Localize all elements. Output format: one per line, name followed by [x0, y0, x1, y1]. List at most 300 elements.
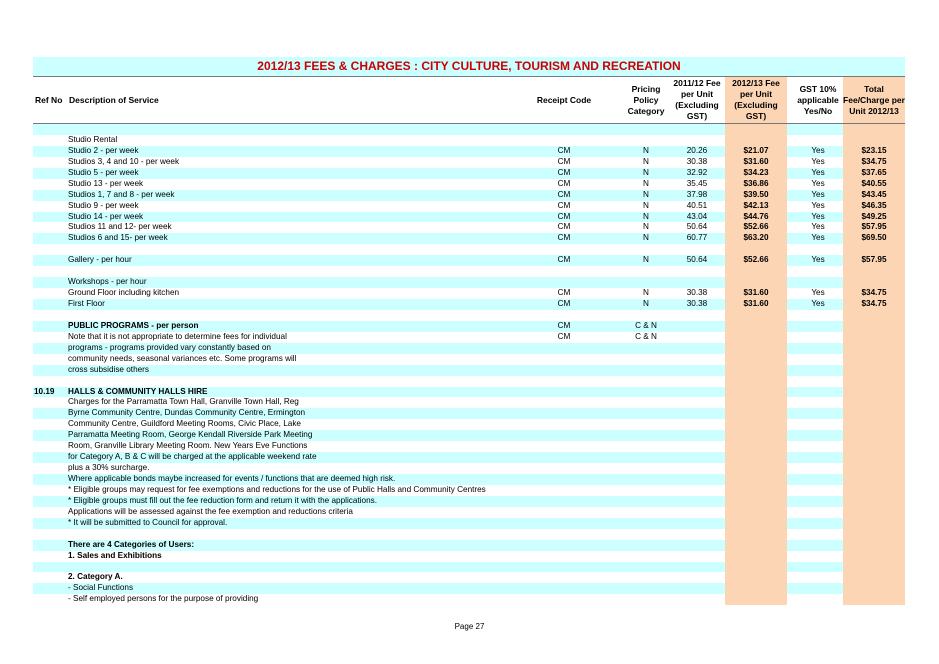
- pricing-policy-cell: [615, 463, 677, 474]
- table-row: [33, 365, 905, 376]
- total-cell: [843, 354, 905, 365]
- total-cell: [843, 540, 905, 551]
- total-cell: [843, 343, 905, 354]
- fee-2012-cell: [725, 583, 787, 594]
- receipt-code-cell: [533, 474, 595, 485]
- fee-2011-cell: 60.77: [686, 233, 708, 243]
- description-cell: programs - programs provided vary constantly based on: [68, 342, 271, 352]
- fee-2011-cell: [669, 277, 725, 288]
- receipt-code-cell: [533, 551, 595, 562]
- description-cell: Charges for the Parramatta Town Hall, Granville Town Hall, Reg: [68, 397, 299, 407]
- table-body: [33, 124, 905, 605]
- description-cell: * It will be submitted to Council for approval.: [68, 517, 228, 527]
- description-cell: cross subsidise others: [68, 364, 149, 374]
- receipt-code-cell: [533, 387, 595, 398]
- fee-2012-cell: $31.60: [725, 299, 787, 310]
- pricing-policy-cell: [615, 430, 677, 441]
- receipt-code-cell: [533, 562, 595, 573]
- total-cell: [843, 583, 905, 594]
- receipt-code-cell: [533, 572, 595, 583]
- fee-2011-cell: 43.04: [686, 211, 708, 221]
- fee-2012-cell: [725, 518, 787, 529]
- fee-2012-cell: $39.50: [725, 190, 787, 201]
- pricing-policy-cell: N: [643, 145, 649, 155]
- ref-no-cell: [34, 474, 68, 485]
- header-fee-2011: 2011/12 Fee per Unit (Excluding GST): [673, 78, 721, 121]
- receipt-code-cell: [533, 583, 595, 594]
- total-cell: $57.95: [843, 255, 905, 266]
- total-cell: [843, 518, 905, 529]
- description-cell: plus a 30% surcharge.: [68, 463, 150, 473]
- fee-2011-cell: [669, 583, 725, 594]
- total-cell: [843, 441, 905, 452]
- ref-no-cell: [34, 201, 68, 212]
- fee-2012-cell: [725, 474, 787, 485]
- fee-2011-cell: 50.64: [686, 222, 708, 232]
- total-cell: $40.55: [843, 179, 905, 190]
- fee-2011-cell: [669, 562, 725, 573]
- description-cell: Studio 13 - per week: [68, 178, 144, 188]
- total-cell: [843, 551, 905, 562]
- fee-2011-cell: [669, 507, 725, 518]
- description-cell: Byrne Community Centre, Dundas Community Centre, Ermington: [68, 408, 306, 418]
- pricing-policy-cell: [615, 408, 677, 419]
- table-row: [33, 222, 905, 233]
- fee-2012-cell: $63.20: [725, 233, 787, 244]
- gst-cell: [787, 244, 849, 255]
- table-row: [33, 299, 905, 310]
- total-cell: $34.75: [843, 157, 905, 168]
- description-cell: Studio 5 - per week: [68, 167, 139, 177]
- ref-no-cell: [34, 233, 68, 244]
- receipt-code-cell: [533, 343, 595, 354]
- table-row: [33, 583, 905, 594]
- fee-2011-cell: [669, 408, 725, 419]
- table-row: [33, 594, 905, 605]
- fee-2012-cell: [725, 452, 787, 463]
- fee-2011-cell: [669, 266, 725, 277]
- pricing-policy-cell: [615, 474, 677, 485]
- pricing-policy-cell: [615, 507, 677, 518]
- total-cell: [843, 124, 905, 135]
- gst-cell: [787, 365, 849, 376]
- table-row: [33, 354, 905, 365]
- receipt-code-cell: [533, 507, 595, 518]
- fee-2012-cell: [725, 594, 787, 605]
- ref-no-cell: [34, 310, 68, 321]
- ref-no-cell: [34, 244, 68, 255]
- pricing-policy-cell: N: [643, 156, 649, 166]
- table-row: [33, 179, 905, 190]
- description-cell: for Category A, B & C will be charged at the applicable weekend rate: [68, 452, 317, 462]
- pricing-policy-cell: N: [643, 189, 649, 199]
- total-cell: $37.65: [843, 168, 905, 179]
- fee-2012-cell: $52.66: [725, 255, 787, 266]
- fee-2012-cell: [725, 365, 787, 376]
- description-cell: Workshops - per hour: [68, 277, 147, 287]
- fee-2012-cell: [725, 529, 787, 540]
- gst-cell: [787, 266, 849, 277]
- gst-cell: [787, 332, 849, 343]
- gst-cell: [787, 376, 849, 387]
- fee-2012-cell: $34.23: [725, 168, 787, 179]
- ref-no-cell: [34, 365, 68, 376]
- pricing-policy-cell: [615, 529, 677, 540]
- fee-2011-cell: [669, 397, 725, 408]
- pricing-policy-cell: [615, 583, 677, 594]
- description-cell: * Eligible groups must fill out the fee reduction form and return it with the applications.: [68, 495, 378, 505]
- ref-no-cell: [34, 562, 68, 573]
- header-description: Description of Service: [69, 94, 159, 105]
- table-row: [33, 277, 905, 288]
- fee-2011-cell: [669, 594, 725, 605]
- header-receipt-code: Receipt Code: [536, 94, 592, 105]
- description-cell: Parramatta Meeting Room, George Kendall Riverside Park Meeting: [68, 430, 313, 440]
- total-cell: [843, 266, 905, 277]
- description-cell: * Eligible groups may request for fee exemptions and reductions for the use of Public Halls and Community Centres: [68, 484, 486, 494]
- gst-cell: [787, 463, 849, 474]
- gst-cell: Yes: [811, 255, 825, 265]
- total-cell: [843, 594, 905, 605]
- table-row: [33, 496, 905, 507]
- gst-cell: Yes: [811, 299, 825, 308]
- receipt-code-cell: [533, 441, 595, 452]
- receipt-code-cell: CM: [557, 222, 571, 232]
- total-cell: $43.45: [843, 190, 905, 201]
- gst-cell: [787, 562, 849, 573]
- total-cell: [843, 244, 905, 255]
- gst-cell: [787, 507, 849, 518]
- fee-2011-cell: 40.51: [686, 200, 708, 210]
- total-cell: [843, 562, 905, 573]
- fee-2012-cell: [725, 310, 787, 321]
- gst-cell: [787, 354, 849, 365]
- total-cell: [843, 376, 905, 387]
- total-cell: [843, 365, 905, 376]
- pricing-policy-cell: [615, 518, 677, 529]
- fee-2011-cell: 35.45: [686, 178, 708, 188]
- gst-cell: Yes: [811, 288, 825, 298]
- gst-cell: [787, 277, 849, 288]
- description-cell: Community Centre, Guildford Meeting Rooms, Civic Place, Lake: [68, 419, 301, 429]
- ref-no-cell: [34, 343, 68, 354]
- description-cell: [68, 124, 558, 135]
- gst-cell: [787, 572, 849, 583]
- table-row: [33, 441, 905, 452]
- pricing-policy-cell: [615, 266, 677, 277]
- description-cell: Where applicable bonds maybe increased for events / functions that are deemed high risk.: [68, 474, 396, 483]
- description-cell: - Social Functions: [68, 583, 134, 593]
- ref-no-cell: [34, 430, 68, 441]
- ref-no-cell: [34, 507, 68, 518]
- table-row: [33, 430, 905, 441]
- header-gst: GST 10% applicable Yes/No: [797, 83, 839, 116]
- total-cell: [843, 332, 905, 343]
- total-cell: [843, 507, 905, 518]
- ref-no-cell: [34, 518, 68, 529]
- gst-cell: [787, 310, 849, 321]
- total-cell: $57.95: [843, 222, 905, 233]
- receipt-code-cell: CM: [557, 288, 571, 298]
- description-cell: Note that it is not appropriate to determine fees for individual: [68, 331, 287, 341]
- fee-2011-cell: [669, 551, 725, 562]
- receipt-code-cell: [533, 496, 595, 507]
- pricing-policy-cell: [615, 124, 677, 135]
- receipt-code-cell: [533, 135, 595, 146]
- pricing-policy-cell: [615, 540, 677, 551]
- pricing-policy-cell: [615, 277, 677, 288]
- fee-2011-cell: 50.64: [686, 255, 708, 265]
- gst-cell: [787, 496, 849, 507]
- total-cell: $34.75: [843, 288, 905, 299]
- description-cell: HALLS & COMMUNITY HALLS HIRE: [68, 386, 208, 396]
- ref-no-cell: [34, 179, 68, 190]
- total-cell: [843, 474, 905, 485]
- fee-2012-cell: [725, 277, 787, 288]
- ref-no-cell: [34, 419, 68, 430]
- gst-cell: [787, 430, 849, 441]
- ref-no-cell: [34, 255, 68, 266]
- fee-2011-cell: 30.38: [686, 288, 708, 298]
- ref-no-cell: [34, 529, 68, 540]
- table-row: [33, 266, 905, 277]
- table-row: [33, 572, 905, 583]
- table-row: [33, 540, 905, 551]
- gst-cell: [787, 321, 849, 332]
- fee-2011-cell: [669, 540, 725, 551]
- receipt-code-cell: CM: [557, 233, 571, 243]
- ref-no-cell: [34, 266, 68, 277]
- table-row: [33, 310, 905, 321]
- pricing-policy-cell: [615, 572, 677, 583]
- description-cell: [68, 376, 558, 387]
- fee-2012-cell: [725, 551, 787, 562]
- fee-2011-cell: [669, 354, 725, 365]
- gst-cell: [787, 474, 849, 485]
- description-cell: Studios 3, 4 and 10 - per week: [68, 156, 180, 166]
- table-row: [33, 397, 905, 408]
- receipt-code-cell: [533, 419, 595, 430]
- table-title: 2012/13 FEES & CHARGES : CITY CULTURE, TOURISM AND RECREATION: [33, 57, 905, 77]
- description-cell: PUBLIC PROGRAMS - per person: [68, 320, 199, 330]
- pricing-policy-cell: [615, 496, 677, 507]
- receipt-code-cell: CM: [557, 156, 571, 166]
- description-cell: Applications will be assessed against the fee exemption and reductions criteria: [68, 506, 353, 516]
- receipt-code-cell: [533, 485, 595, 496]
- fee-2011-cell: [669, 387, 725, 398]
- description-cell: There are 4 Categories of Users:: [68, 539, 195, 549]
- gst-cell: Yes: [811, 200, 825, 210]
- ref-no-cell: [34, 397, 68, 408]
- fee-2011-cell: [669, 430, 725, 441]
- table-row: [33, 168, 905, 179]
- ref-no-cell: [34, 124, 68, 135]
- pricing-policy-cell: N: [643, 299, 649, 308]
- gst-cell: [787, 441, 849, 452]
- fee-2012-cell: $36.86: [725, 179, 787, 190]
- fee-2012-cell: [725, 496, 787, 507]
- fee-2012-cell: [725, 124, 787, 135]
- fee-2012-cell: $42.13: [725, 201, 787, 212]
- total-cell: [843, 397, 905, 408]
- receipt-code-cell: [533, 376, 595, 387]
- pricing-policy-cell: N: [643, 167, 649, 177]
- fee-2012-cell: [725, 463, 787, 474]
- gst-cell: [787, 518, 849, 529]
- table-row: [33, 233, 905, 244]
- description-cell: Gallery - per hour: [68, 255, 132, 265]
- receipt-code-cell: [533, 540, 595, 551]
- fee-2012-cell: [725, 135, 787, 146]
- fee-2011-cell: [669, 321, 725, 332]
- ref-no-cell: [34, 190, 68, 201]
- pricing-policy-cell: [615, 343, 677, 354]
- receipt-code-cell: CM: [557, 299, 571, 308]
- receipt-code-cell: CM: [557, 331, 571, 341]
- fee-2012-cell: [725, 572, 787, 583]
- description-cell: 1. Sales and Exhibitions: [68, 550, 162, 560]
- pricing-policy-cell: [615, 310, 677, 321]
- gst-cell: [787, 343, 849, 354]
- table-row: [33, 135, 905, 146]
- fee-2011-cell: 32.92: [686, 167, 708, 177]
- receipt-code-cell: CM: [557, 189, 571, 199]
- fee-2011-cell: [669, 463, 725, 474]
- gst-cell: Yes: [811, 167, 825, 177]
- pricing-policy-cell: [615, 354, 677, 365]
- gst-cell: [787, 408, 849, 419]
- ref-no-cell: [34, 452, 68, 463]
- total-cell: [843, 387, 905, 398]
- header-fee-2012: 2012/13 Fee per Unit (Excluding GST): [725, 77, 787, 123]
- total-cell: $46.35: [843, 201, 905, 212]
- table-row: [33, 529, 905, 540]
- total-cell: [843, 419, 905, 430]
- receipt-code-cell: [533, 124, 595, 135]
- receipt-code-cell: CM: [557, 167, 571, 177]
- gst-cell: [787, 124, 849, 135]
- receipt-code-cell: CM: [557, 211, 571, 221]
- fee-2012-cell: [725, 376, 787, 387]
- fee-2011-cell: [669, 572, 725, 583]
- receipt-code-cell: [533, 310, 595, 321]
- description-cell: First Floor: [68, 299, 105, 308]
- pricing-policy-cell: [615, 419, 677, 430]
- header-total: Total Fee/Charge per Unit 2012/13: [843, 77, 905, 123]
- gst-cell: [787, 397, 849, 408]
- pricing-policy-cell: [615, 562, 677, 573]
- receipt-code-cell: [533, 430, 595, 441]
- header-ref-no: Ref No: [35, 94, 63, 105]
- description-cell: [68, 266, 558, 277]
- pricing-policy-cell: N: [643, 222, 649, 232]
- fee-2012-cell: $31.60: [725, 288, 787, 299]
- fee-2011-cell: 30.38: [686, 156, 708, 166]
- receipt-code-cell: CM: [557, 200, 571, 210]
- table-row: [33, 562, 905, 573]
- description-cell: Studios 11 and 12- per week: [68, 222, 172, 232]
- fees-table: [33, 57, 905, 605]
- fee-2012-cell: $44.76: [725, 212, 787, 223]
- receipt-code-cell: [533, 277, 595, 288]
- gst-cell: [787, 419, 849, 430]
- ref-no-cell: [34, 583, 68, 594]
- description-cell: Room, Granville Library Meeting Room. New Years Eve Functions: [68, 441, 308, 451]
- pricing-policy-cell: [615, 244, 677, 255]
- ref-no-cell: [34, 496, 68, 507]
- total-cell: [843, 310, 905, 321]
- total-cell: [843, 529, 905, 540]
- description-cell: - Self employed persons for the purpose of providing: [68, 594, 259, 604]
- ref-no-cell: [34, 463, 68, 474]
- table-header: [33, 77, 905, 124]
- table-row: [33, 255, 905, 266]
- gst-cell: Yes: [811, 233, 825, 243]
- gst-cell: [787, 529, 849, 540]
- fee-2011-cell: [669, 474, 725, 485]
- description-cell: [68, 562, 558, 573]
- fee-2012-cell: $31.60: [725, 157, 787, 168]
- description-cell: Studio Rental: [68, 134, 118, 144]
- fee-2011-cell: [669, 496, 725, 507]
- fee-2011-cell: [669, 124, 725, 135]
- fee-2011-cell: [669, 332, 725, 343]
- ref-no-cell: [34, 288, 68, 299]
- table-row: [33, 408, 905, 419]
- gst-cell: Yes: [811, 178, 825, 188]
- fee-2011-cell: [669, 343, 725, 354]
- table-row: [33, 212, 905, 223]
- receipt-code-cell: CM: [557, 178, 571, 188]
- table-row: [33, 288, 905, 299]
- receipt-code-cell: CM: [557, 255, 571, 265]
- fee-2012-cell: [725, 321, 787, 332]
- total-cell: [843, 277, 905, 288]
- fee-2011-cell: [669, 310, 725, 321]
- ref-no-cell: [34, 354, 68, 365]
- table-row: [33, 201, 905, 212]
- pricing-policy-cell: N: [643, 178, 649, 188]
- receipt-code-cell: [533, 408, 595, 419]
- fee-2011-cell: [669, 452, 725, 463]
- table-row: [33, 157, 905, 168]
- gst-cell: [787, 594, 849, 605]
- table-row: [33, 190, 905, 201]
- receipt-code-cell: [533, 266, 595, 277]
- receipt-code-cell: [533, 529, 595, 540]
- ref-no-cell: [34, 157, 68, 168]
- description-cell: Studio 14 - per week: [68, 211, 144, 221]
- fee-2012-cell: $21.07: [725, 146, 787, 157]
- table-row: [33, 376, 905, 387]
- total-cell: $23.15: [843, 146, 905, 157]
- ref-no-cell: [34, 594, 68, 605]
- description-cell: Studio 2 - per week: [68, 145, 139, 155]
- fee-2011-cell: 37.98: [686, 189, 708, 199]
- table-row: [33, 387, 905, 398]
- table-row: [33, 146, 905, 157]
- receipt-code-cell: CM: [557, 320, 571, 330]
- pricing-policy-cell: C & N: [635, 320, 657, 330]
- table-row: [33, 244, 905, 255]
- total-cell: [843, 452, 905, 463]
- ref-no-cell: [34, 551, 68, 562]
- table-row: [33, 485, 905, 496]
- pricing-policy-cell: [615, 452, 677, 463]
- gst-cell: Yes: [811, 211, 825, 221]
- fee-2011-cell: 20.26: [686, 145, 708, 155]
- description-cell: Ground Floor including kitchen: [68, 288, 180, 298]
